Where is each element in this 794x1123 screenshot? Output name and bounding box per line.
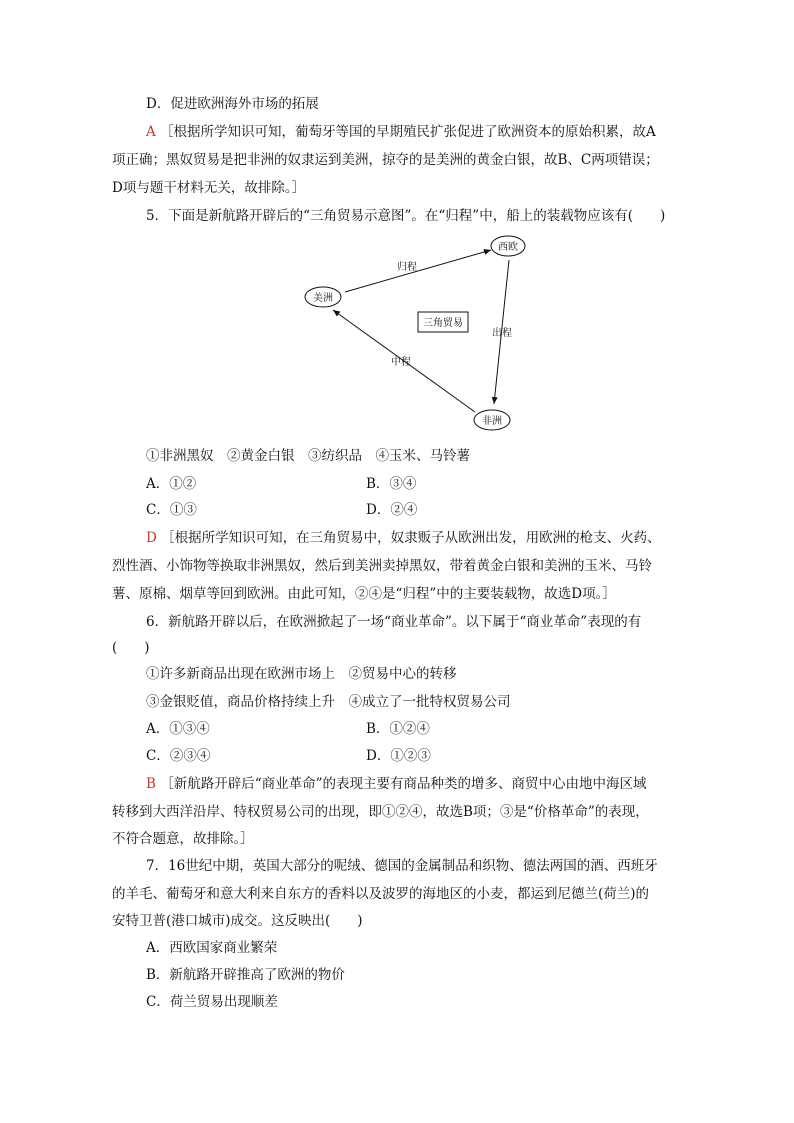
q4-answer-line-1 — [146, 122, 656, 142]
q5-option-b: B．③④ — [366, 476, 417, 492]
q6-items-1: ①许多新商品出现在欧洲市场上 ②贸易中心的转移 — [146, 666, 457, 682]
q6-explanation-1: ［新航路开辟后“商业革命”的表现主要有商品种类的增多、商贸中心由地中海区域 — [160, 776, 647, 792]
q6-option-d: D．①②③ — [366, 748, 431, 764]
q5-option-c: C．①③ — [146, 502, 197, 518]
q6-option-a: A．①③④ — [146, 721, 210, 737]
q6-option-b: B．①②④ — [366, 721, 430, 737]
q5-option-a: A．①② — [146, 476, 197, 492]
q4-explanation-2: 项正确；黑奴贸易是把非洲的奴隶运到美洲，掠夺的是美洲的黄金白银，故B、C两项错误； — [112, 152, 659, 168]
q7-stem-2: 的羊毛、葡萄牙和意大利来自东方的香料以及波罗的海地区的小麦，都运到尼德兰(荷兰)的 — [112, 886, 650, 902]
q7-option-b: B．新航路开辟推高了欧洲的物价 — [146, 967, 345, 983]
q4-answer-letter: A — [146, 124, 156, 140]
q6-answer-letter: B — [146, 776, 156, 792]
q6-explanation-2: 转移到大西洋沿岸、特权贸易公司的出现，即①②④，故选B项；③是“价格革命”的表现， — [112, 804, 649, 820]
edge-outbound-label: 出程 — [492, 328, 512, 339]
q5-option-d: D．②④ — [366, 502, 418, 518]
q7-stem-1: 7．16世纪中期，英国大部分的呢绒、德国的金属制品和织物、德法两国的酒、西班牙 — [146, 858, 658, 874]
triangle-trade-diagram — [295, 228, 535, 438]
q4-explanation-1: ［根据所学知识可知，葡萄牙等国的早期殖民扩张促进了欧洲资本的原始积累，故A — [160, 124, 656, 140]
edge-middle-label: 中程 — [391, 357, 411, 368]
q5-explanation-1: ［根据所学知识可知，在三角贸易中，奴隶贩子从欧洲出发，用欧洲的枪支、火药、 — [161, 530, 661, 546]
center-label: 三角贸易 — [423, 318, 463, 329]
q5-explanation-3: 薯、原棉、烟草等回到欧洲。由此可知，②④是“归程”中的主要装载物，故选D项。］ — [112, 586, 616, 602]
edge-return-label: 归程 — [397, 262, 417, 273]
q6-items-2: ③金银贬值，商品价格持续上升 ④成立了一批特权贸易公司 — [146, 694, 511, 710]
q5-answer-letter: D — [146, 530, 157, 546]
node-africa: 非洲 — [482, 416, 502, 427]
q4-option-d: D．促进欧洲海外市场的拓展 — [146, 96, 319, 112]
q7-stem-3: 安特卫普(港口城市)成交。这反映出( ) — [112, 913, 363, 929]
q6-stem-1: 6．新航路开辟以后，在欧洲掀起了一场“商业革命”。以下属于“商业革命”表现的有 — [146, 614, 642, 630]
q5-explanation-2: 烈性酒、小饰物等换取非洲黑奴，然后到美洲卖掉黑奴，带着黄金白银和美洲的玉米、马铃 — [112, 558, 652, 574]
q7-option-a: A．西欧国家商业繁荣 — [146, 940, 278, 956]
q5-stem: 5．下面是新航路开辟后的“三角贸易示意图”。在“归程”中，船上的装载物应该有( ) — [146, 208, 666, 224]
edge-return-arrow — [345, 250, 491, 292]
q6-stem-2: ( ) — [112, 640, 150, 656]
q6-answer-line-1 — [146, 774, 647, 794]
q4-explanation-3: D项与题干材料无关，故排除。］ — [112, 180, 306, 196]
node-america: 美洲 — [313, 293, 333, 304]
q6-explanation-3: 不符合题意，故排除。］ — [112, 831, 254, 847]
q6-option-c: C．②③④ — [146, 748, 211, 764]
q5-items: ①非洲黑奴 ②黄金白银 ③纺织品 ④玉米、马铃薯 — [146, 448, 470, 464]
node-west-europe: 西欧 — [498, 242, 518, 253]
q7-option-c: C．荷兰贸易出现顺差 — [146, 994, 278, 1010]
q5-answer-line-1 — [146, 528, 661, 548]
